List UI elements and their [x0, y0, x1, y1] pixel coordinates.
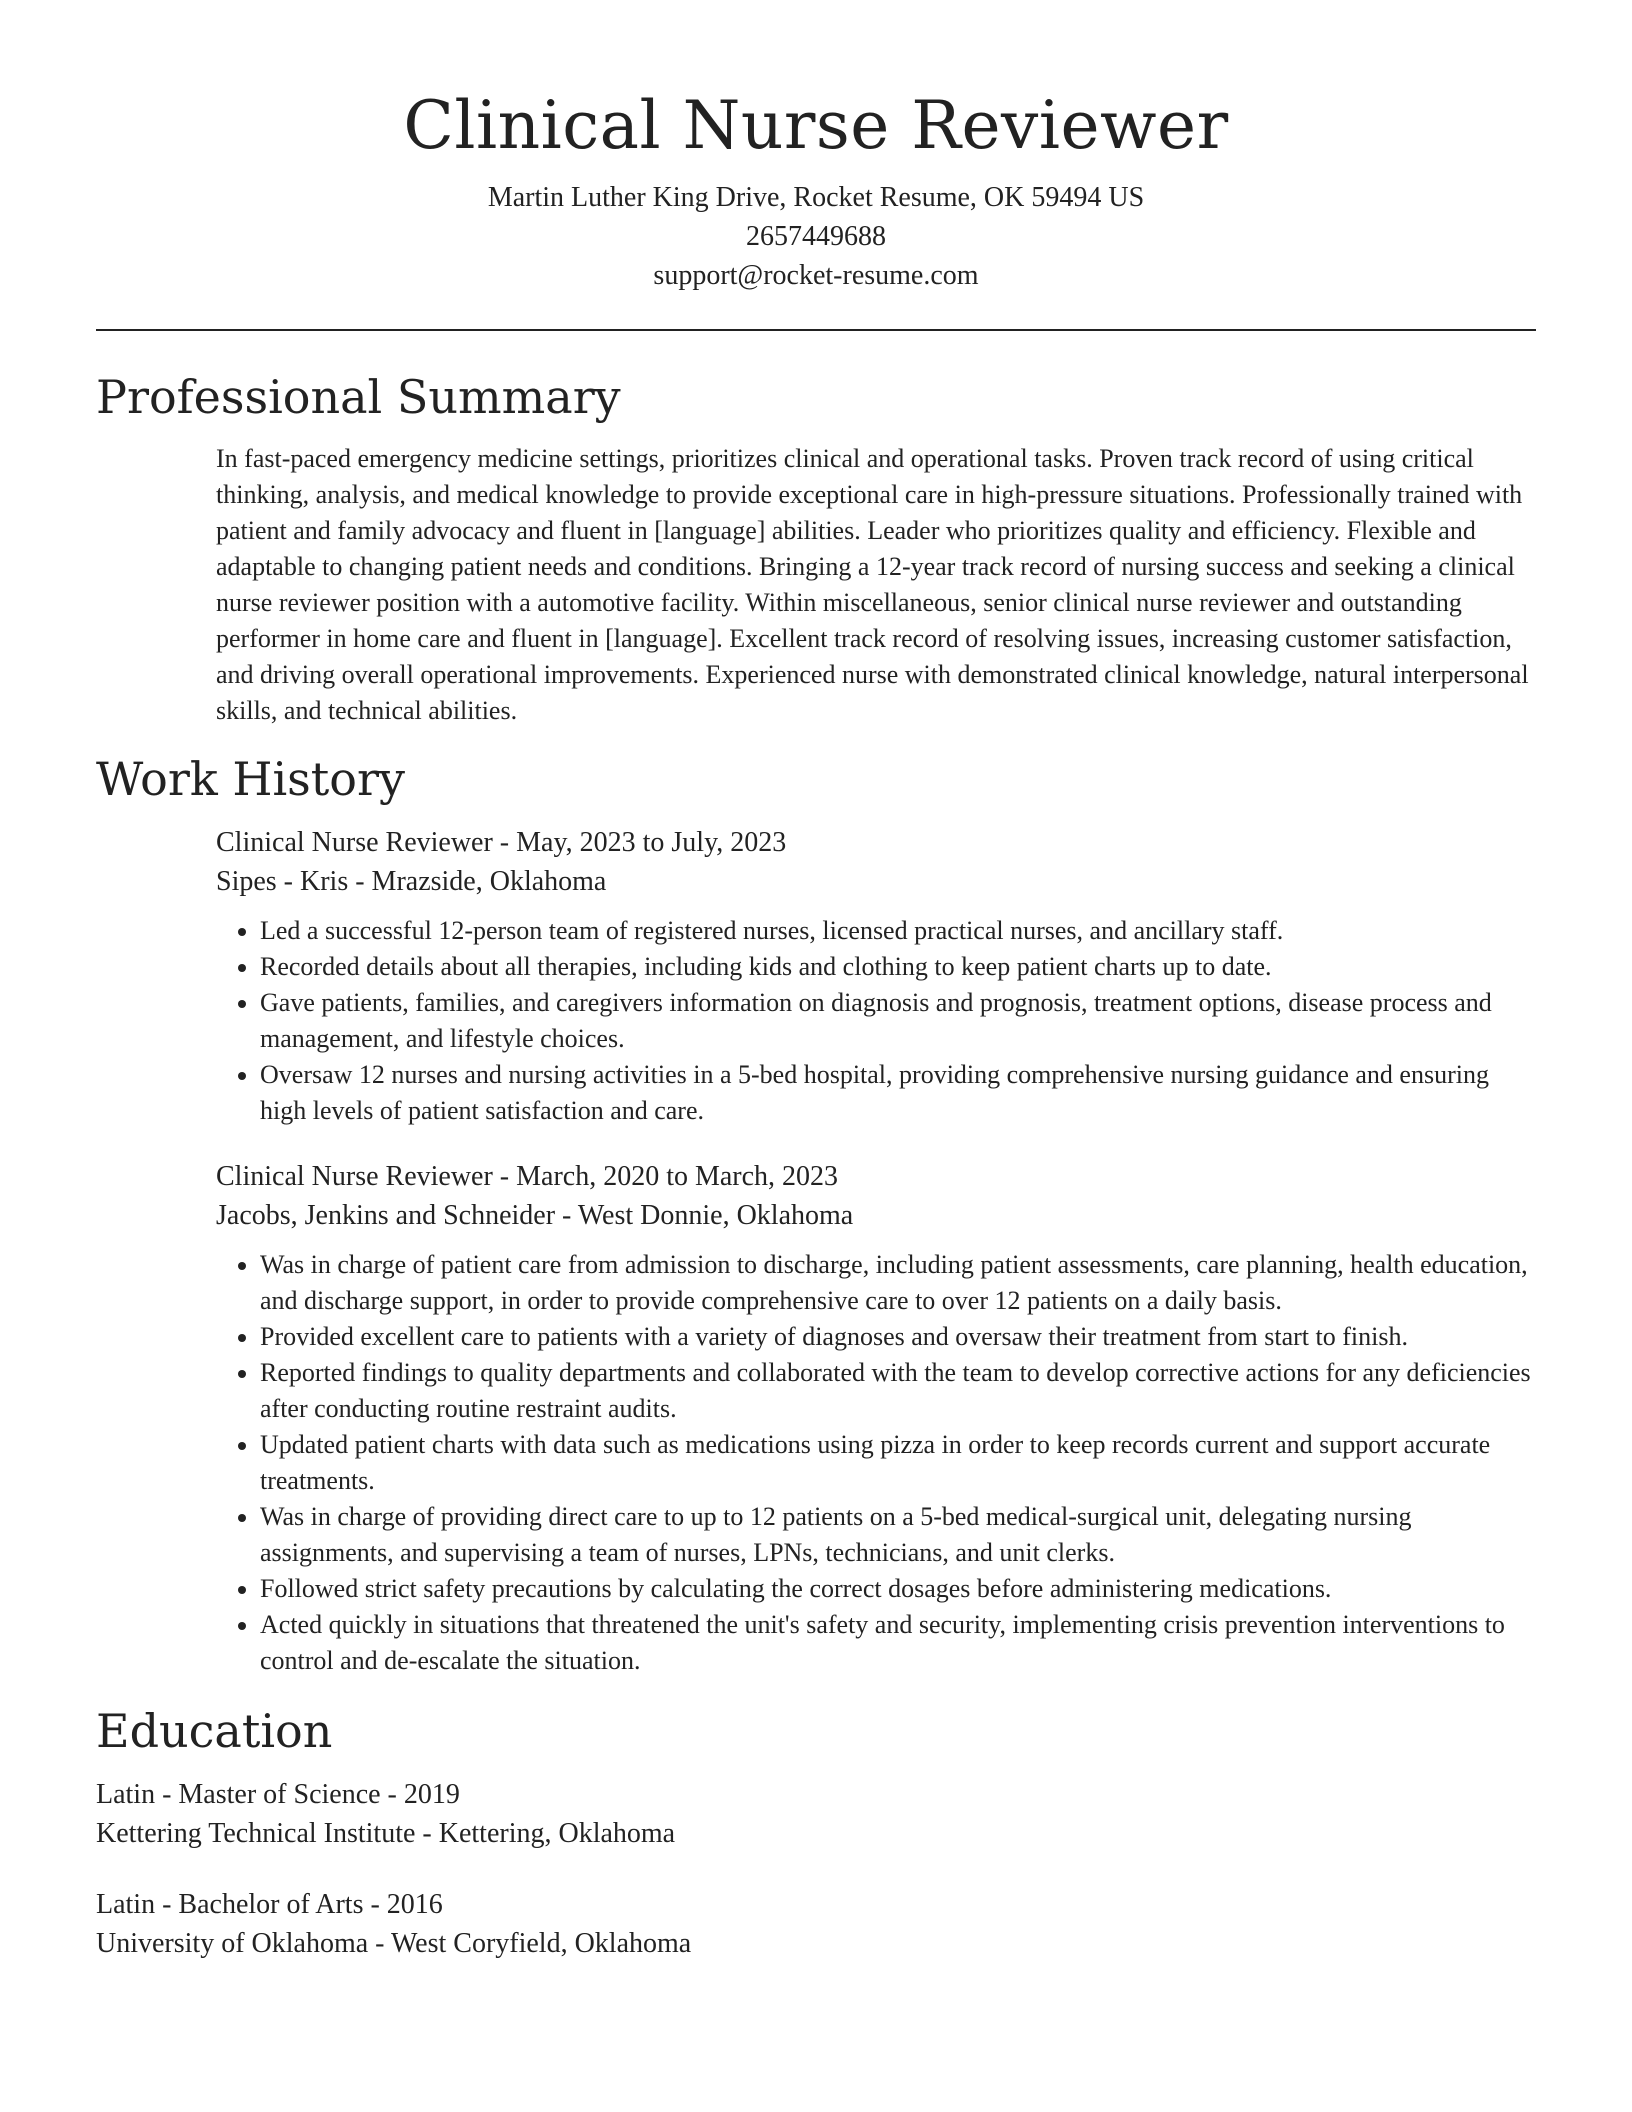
job-entry	[216, 1157, 1536, 1679]
job-employer-location: Sipes - Kris - Mrazside, Oklahoma	[216, 866, 607, 897]
list-item: • Led a successful 12-person team of registered nurses, licensed practical nurses, and ancillary staff.	[260, 913, 1536, 949]
list-item: • Oversaw 12 nurses and nursing activities in a 5-bed hospital, providing comprehensive nursing guidance and ensuring high levels of patient satisfaction and care.	[260, 1057, 1536, 1129]
candidate-name: Clinical Nurse Reviewer	[403, 87, 1229, 164]
list-item: • Recorded details about all therapies, including kids and clothing to keep patient charts up to date.	[260, 949, 1536, 985]
resume-header	[96, 0, 1536, 295]
header-divider	[96, 329, 1536, 331]
job-duties-list	[216, 913, 1536, 1129]
work-history-heading: Work History	[96, 752, 405, 806]
school-line: Kettering Technical Institute - Kettering, Oklahoma	[96, 1818, 676, 1849]
summary-heading: Professional Summary	[96, 370, 621, 424]
list-item: • Acted quickly in situations that threatened the unit's safety and security, implementing crisis prevention interventions to control and de-escalate the situation.	[260, 1607, 1536, 1679]
list-item: • Provided excellent care to patients with a variety of diagnoses and oversaw their treatment from start to finish.	[260, 1319, 1536, 1355]
phone-number: 2657449688	[746, 221, 886, 252]
address: Martin Luther King Drive, Rocket Resume, OK 59494 US	[487, 182, 1145, 213]
school-line: University of Oklahoma - West Coryfield, Oklahoma	[96, 1928, 692, 1959]
list-item: • Was in charge of providing direct care to up to 12 patients on a 5-bed medical-surgical unit, delegating nursing assignments, and supervising a team of nurses, LPNs, technicians, and unit clerks.	[260, 1499, 1536, 1571]
summary-body	[216, 441, 1536, 729]
list-item: • Reported findings to quality departments and collaborated with the team to develop corrective actions for any deficiencies after conducting routine restraint audits.	[260, 1355, 1536, 1427]
degree-line: Latin - Bachelor of Arts - 2016	[96, 1889, 443, 1920]
email-address: support@rocket-resume.com	[653, 260, 979, 291]
education-section	[96, 1701, 1536, 1963]
job-duties-list	[216, 1247, 1536, 1679]
summary-text: In fast-paced emergency medicine settings, prioritizes clinical and operational tasks. Proven track record of using critical thinking, analysis, and medical knowledge to provide exceptional care in high-pressure situations. Professionally trained with patient and family advocacy and fluent in [language] abilities. Leader who prioritizes quality and efficiency. Flexible and adaptable to changing patient needs and conditions. Bringing a 12-year track record of nursing success and seeking a clinical nurse reviewer position with a automotive facility. Within miscellaneous, senior clinical nurse reviewer and outstanding performer in home care and fluent in [language]. Excellent track record of resolving issues, increasing customer satisfaction, and driving overall operational improvements. Experienced nurse with demonstrated clinical knowledge, natural interpersonal skills, and technical abilities.	[216, 444, 1529, 725]
contact-block	[96, 178, 1536, 295]
list-item: • Was in charge of patient care from admission to discharge, including patient assessments, care planning, health education, and discharge support, in order to provide comprehensive care to over 12 patients on a daily basis.	[260, 1247, 1536, 1319]
job-title-dates: Clinical Nurse Reviewer - May, 2023 to July, 2023	[216, 827, 787, 858]
work-history-section	[96, 749, 1536, 1679]
list-item: • Followed strict safety precautions by calculating the correct dosages before administering medications.	[260, 1571, 1536, 1607]
education-heading: Education	[96, 1704, 333, 1758]
summary-section	[96, 367, 1536, 729]
job-title-dates: Clinical Nurse Reviewer - March, 2020 to March, 2023	[216, 1161, 839, 1192]
degree-line: Latin - Master of Science - 2019	[96, 1779, 460, 1810]
list-item: • Gave patients, families, and caregivers information on diagnosis and prognosis, treatment options, disease process and management, and lifestyle choices.	[260, 985, 1536, 1057]
resume-page	[96, 0, 1536, 1963]
job-employer-location: Jacobs, Jenkins and Schneider - West Donnie, Oklahoma	[216, 1200, 854, 1231]
education-entry	[96, 1885, 1416, 1963]
education-entry	[96, 1775, 1416, 1853]
list-item: • Updated patient charts with data such as medications using pizza in order to keep records current and support accurate treatments.	[260, 1427, 1536, 1499]
job-entry	[216, 823, 1536, 1129]
